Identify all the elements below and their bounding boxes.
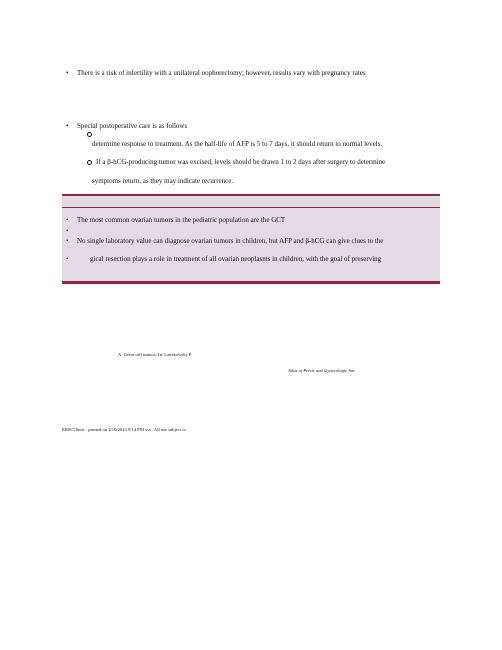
box-bottom-rule	[62, 281, 440, 284]
bullet-dot: •	[66, 216, 69, 224]
box-item-lab: No single laboratory value can diagnose ovarian tumors in children, but AFP and β-hCG can give clues to the	[77, 237, 384, 245]
sub-item-afp: determine response to treatment. As the half-life of AFP is 5 to 7 days, it should return to normal levels.	[92, 140, 383, 148]
sub-item-recurrence: symptoms return, as they may indicate recurrence.	[92, 177, 234, 185]
reference-line-1: A. Germ cell tumors. In: Lanzkowsky P	[118, 352, 192, 357]
box-inner-rule	[62, 207, 440, 208]
box-item-resection: gical resection plays a role in treatment of all ovarian neoplasms in children, with the goal of preserving	[90, 255, 382, 263]
bullet-dot: •	[66, 227, 69, 235]
bullet-dot: •	[66, 255, 69, 263]
sub-bullet-circle	[87, 132, 92, 137]
bullet-text-postoperative: Special postoperative care is as follows	[77, 122, 188, 130]
sub-bullet-circle	[87, 160, 92, 165]
bullet-dot: •	[66, 122, 69, 130]
box-item-gct: The most common ovarian tumors in the pediatric population are the GCT	[77, 216, 286, 224]
bullet-dot: •	[66, 237, 69, 245]
sub-item-bhcg: If a β-hCG-producing tumor was excised, levels should be drawn 1 to 2 days after surgery to determine	[96, 158, 386, 166]
footer-text: EBSCOhost - printed on 2/10/2023 9:14 PM via . All use subject to	[62, 427, 186, 432]
bullet-dot: •	[66, 69, 69, 77]
bullet-text-infertility: There is a risk of infertility with a unilateral oophorectomy; however, results vary with pregnancy rates	[77, 69, 366, 77]
reference-line-2: Atlas of Pelvic and Gynecologic Sur	[288, 368, 355, 373]
